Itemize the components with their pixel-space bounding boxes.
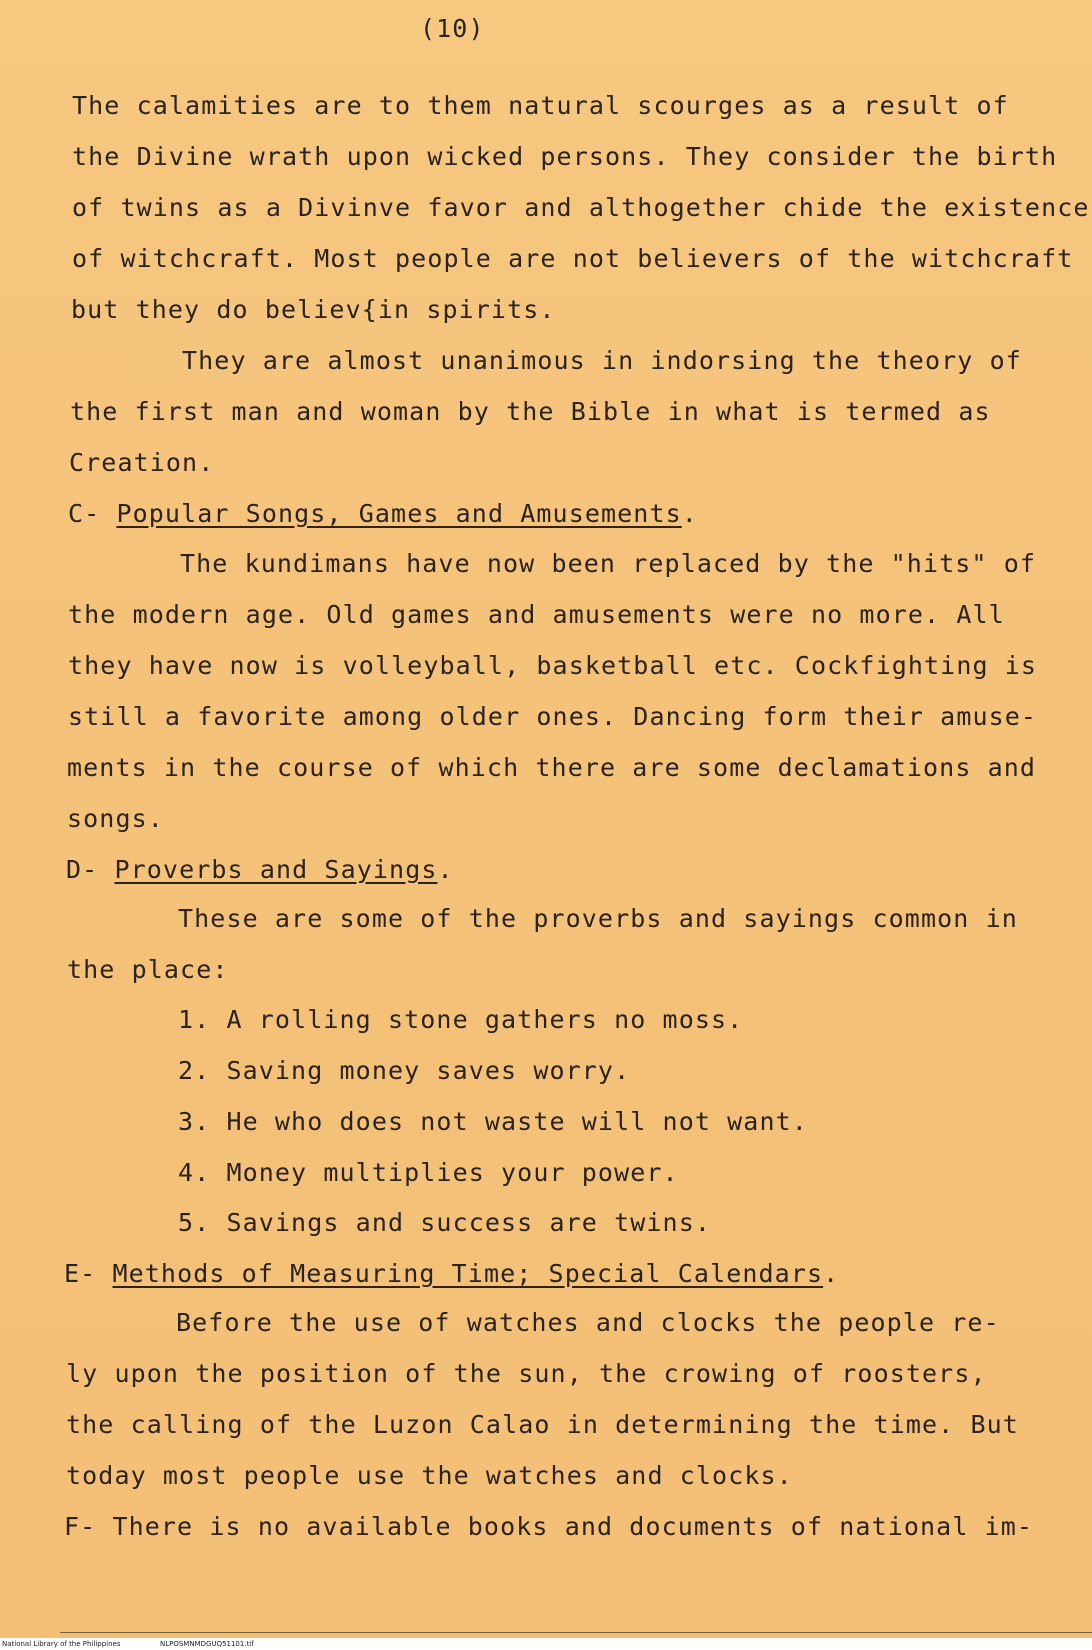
- text-line-5: but they do believ{in spirits.: [71, 295, 556, 324]
- text-line-13: ments in the course of which there are some declamations and: [67, 753, 1037, 782]
- section-title-e: Methods of Measuring Time; Special Calendars: [112, 1259, 824, 1288]
- proverb-item-1: 1. A rolling stone gathers no moss.: [178, 1005, 744, 1034]
- text-line-21: F- There is no available books and documents of national im-: [64, 1512, 1034, 1541]
- scan-footer: [0, 1638, 1092, 1650]
- section-title-d: Proverbs and Sayings: [114, 855, 438, 884]
- section-period-e: .: [823, 1259, 840, 1288]
- section-period-c: .: [681, 499, 698, 528]
- text-line-14: songs.: [67, 804, 164, 833]
- section-heading-e: [64, 1259, 839, 1289]
- text-line-8: Creation.: [69, 448, 215, 477]
- text-line-18: ly upon the position of the sun, the crowing of roosters,: [66, 1359, 987, 1388]
- text-line-15: These are some of the proverbs and sayings common in: [178, 904, 1018, 933]
- proverb-item-3: 3. He who does not waste will not want.: [178, 1107, 808, 1136]
- text-line-2: the Divine wrath upon wicked persons. They consider the birth: [72, 142, 1058, 171]
- section-label-c: C-: [68, 499, 117, 528]
- section-title-c: Popular Songs, Games and Amusements: [116, 499, 682, 528]
- proverb-item-5: 5. Savings and success are twins.: [178, 1208, 711, 1237]
- text-line-9: The kundimans have now been replaced by the "hits" of: [180, 549, 1037, 578]
- text-line-11: they have now is volleyball, basketball etc. Cockfighting is: [68, 651, 1038, 680]
- text-line-17: Before the use of watches and clocks the people re-: [176, 1308, 1000, 1337]
- footer-file-id: NLPOSMNMDGUQ51101.tif: [160, 1640, 254, 1648]
- proverb-item-4: 4. Money multiplies your power.: [178, 1158, 679, 1187]
- text-line-6: They are almost unanimous in indorsing the theory of: [182, 346, 1022, 375]
- text-line-7: the first man and woman by the Bible in what is termed as: [70, 397, 991, 426]
- text-line-10: the modern age. Old games and amusements were no more. All: [68, 600, 1005, 629]
- text-line-12: still a favorite among older ones. Dancing form their amuse-: [68, 702, 1038, 731]
- text-line-1: The calamities are to them natural scourges as a result of: [72, 91, 1009, 120]
- footer-source: National Library of the Philippines: [2, 1640, 121, 1648]
- page-number: (10): [420, 14, 485, 43]
- bottom-divider: [60, 1632, 1092, 1633]
- section-label-d: D-: [66, 855, 115, 884]
- text-line-4: of witchcraft. Most people are not believers of the witchcraft: [72, 244, 1074, 273]
- section-label-e: E-: [64, 1259, 113, 1288]
- text-line-3: of twins as a Divinve favor and althogether chide the existence: [72, 193, 1090, 222]
- section-period-d: .: [437, 855, 454, 884]
- text-line-20: today most people use the watches and clocks.: [66, 1461, 793, 1490]
- text-line-19: the calling of the Luzon Calao in determining the time. But: [66, 1410, 1019, 1439]
- proverb-item-2: 2. Saving money saves worry.: [178, 1056, 631, 1085]
- section-heading-c: [68, 499, 698, 529]
- text-line-16: the place:: [67, 955, 229, 984]
- section-heading-d: [66, 855, 454, 885]
